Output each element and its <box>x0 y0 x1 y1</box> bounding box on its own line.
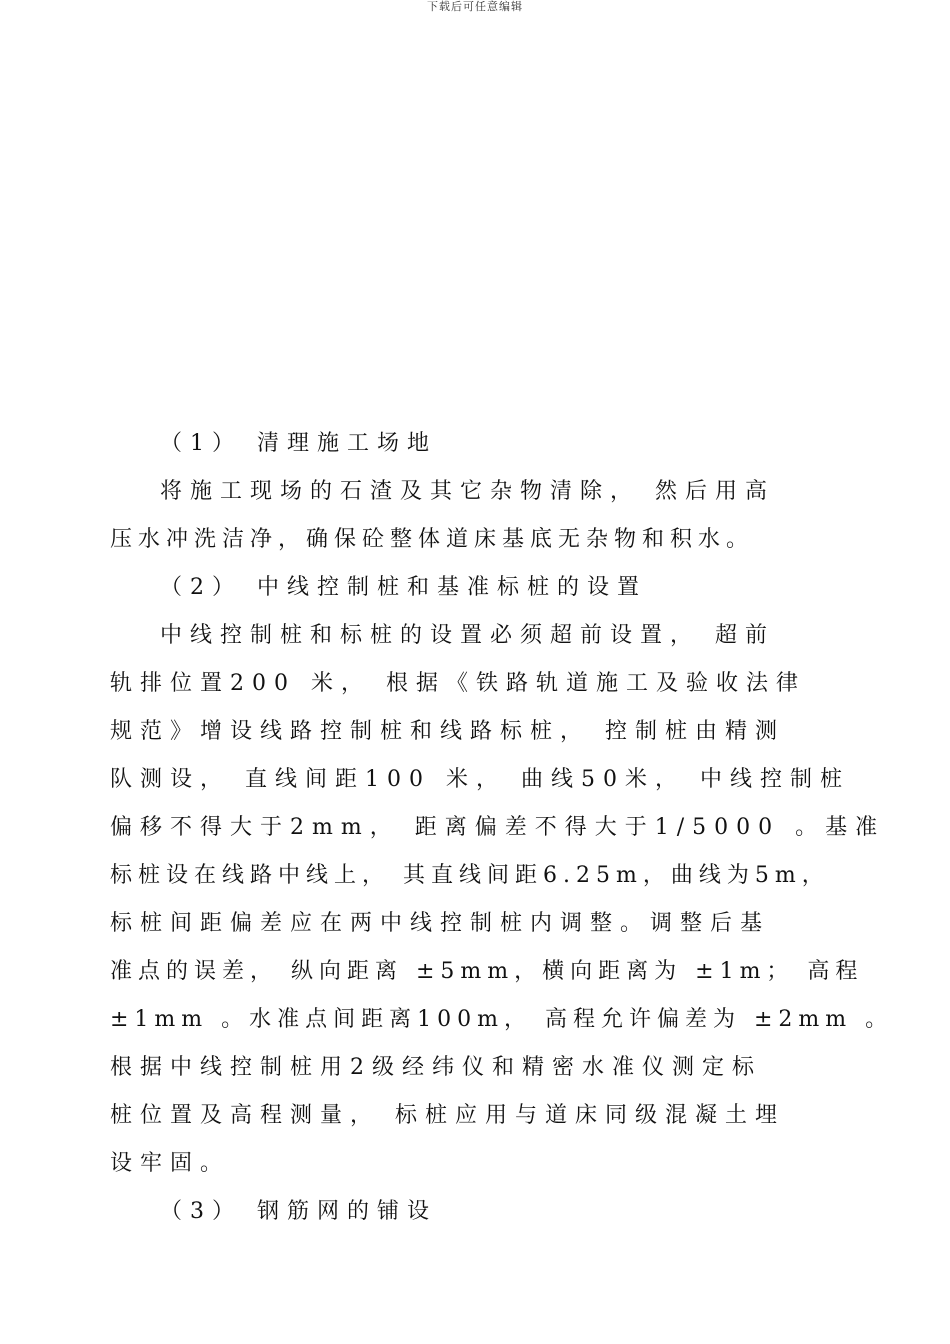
section-heading-2: （2） 中线控制桩和基准标桩的设置 <box>160 575 647 600</box>
paragraph-line: 标桩设在线路中线上， 其直线间距6.25m，曲线为5m， <box>110 863 830 888</box>
document-body <box>110 420 894 1236</box>
page-header: 下载后可任意编辑 <box>427 0 523 13</box>
paragraph-line: 桩位置及高程测量， 标桩应用与道床同级混凝土埋 <box>110 1103 785 1128</box>
paragraph-line: 轨排位置200 米， 根据《铁路轨道施工及验收法律 <box>110 671 806 696</box>
paragraph-line: 根据中线控制桩用2级经纬仪和精密水准仪测定标 <box>110 1055 762 1080</box>
paragraph-line: 中线控制桩和标桩的设置必须超前设置， 超前 <box>160 623 775 648</box>
paragraph-line: 偏移不得大于2mm， 距离偏差不得大于1/5000 。基准 <box>110 815 886 840</box>
section-heading-1: （1） 清理施工场地 <box>160 431 437 456</box>
paragraph-line: 规范》增设线路控制桩和线路标桩， 控制桩由精测 <box>110 719 785 744</box>
paragraph-line: 标桩间距偏差应在两中线控制桩内调整。调整后基 <box>110 911 771 936</box>
paragraph-line: 将施工现场的石渣及其它杂物清除， 然后用高 <box>160 479 775 504</box>
paragraph-line: 队测设， 直线间距100 米， 曲线50米， 中线控制桩 <box>110 767 850 792</box>
paragraph-line: ±1mm 。水准点间距离100m， 高程允许偏差为 ±2mm 。 <box>110 1007 894 1032</box>
paragraph-line: 准点的误差， 纵向距离 ±5mm，横向距离为 ±1m； 高程 <box>110 959 864 984</box>
paragraph-line: 压水冲洗洁净，确保砼整体道床基底无杂物和积水。 <box>110 527 755 552</box>
section-heading-3: （3） 钢筋网的铺设 <box>160 1199 437 1224</box>
paragraph-line: 设牢固。 <box>110 1151 231 1176</box>
